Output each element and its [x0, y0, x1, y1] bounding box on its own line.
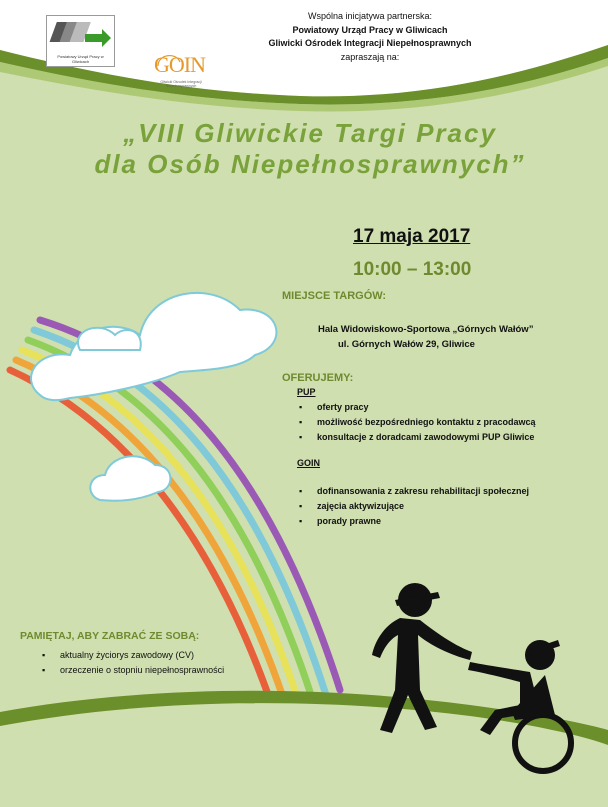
list-item: ▪ orzeczenie o stopniu niepełnosprawności [40, 663, 224, 678]
list-item: ▪ konsultacje z doradcami zawodowymi PUP Gliwice [297, 430, 536, 445]
event-title [30, 118, 590, 180]
venue-heading: MIEJSCE TARGÓW: [282, 290, 387, 302]
header-line-4: zapraszają na: [340, 51, 400, 62]
pup-logo [46, 15, 115, 67]
venue-line-1: Hala Widowiskowo-Sportowa „Górnych Wałów” [318, 324, 534, 335]
event-date: 17 maja 2017 [353, 226, 471, 247]
offer-pup-list [297, 400, 536, 445]
list-item: ▪ możliwość bezpośredniego kontaktu z pracodawcą [297, 415, 536, 430]
pup-logo-arrow-icon [47, 16, 114, 56]
list-item: ▪ oferty pracy [297, 400, 536, 415]
event-title-line-1: „VIII Gliwickie Targi Pracy [123, 118, 497, 148]
event-time: 10:00 – 13:00 [353, 259, 472, 280]
goin-logo-tagline: Gliwicki Ośrodek Integracji Niepełnosprawnych [160, 80, 202, 88]
reminder-list [40, 648, 224, 678]
venue-line-2: ul. Górnych Wałów 29, Gliwice [338, 339, 475, 350]
event-title-line-2: dla Osób Niepełnosprawnych” [94, 149, 526, 179]
header-line-1: Wspólna inicjatywa partnerska: [307, 11, 433, 21]
goin-logo [150, 48, 212, 88]
offer-goin-heading: GOIN [297, 458, 321, 468]
list-item: ▪ zajęcia aktywizujące [297, 499, 529, 514]
list-item: ▪ dofinansowania z zakresu rehabilitacji społecznej [297, 484, 529, 499]
pup-logo-caption: Powiatowy Urząd Pracy w Gliwicach [57, 54, 104, 64]
offer-goin-list [297, 484, 529, 529]
list-item: ▪ aktualny życiorys zawodowy (CV) [40, 648, 224, 663]
offer-heading: OFERUJEMY: [282, 372, 354, 384]
list-item: ▪ porady prawne [297, 514, 529, 529]
header-block [230, 10, 510, 64]
goin-logo-mark: GOIN [154, 52, 205, 77]
header-line-3: Gliwicki Ośrodek Integracji Niepełnosprawnych [268, 38, 472, 48]
header-line-2: Powiatowy Urząd Pracy w Gliwicach [292, 24, 448, 35]
venue-block [300, 322, 580, 352]
offer-pup-heading: PUP [297, 387, 316, 397]
reminder-heading: PAMIĘTAJ, ABY ZABRAĆ ZE SOBĄ: [20, 630, 200, 642]
